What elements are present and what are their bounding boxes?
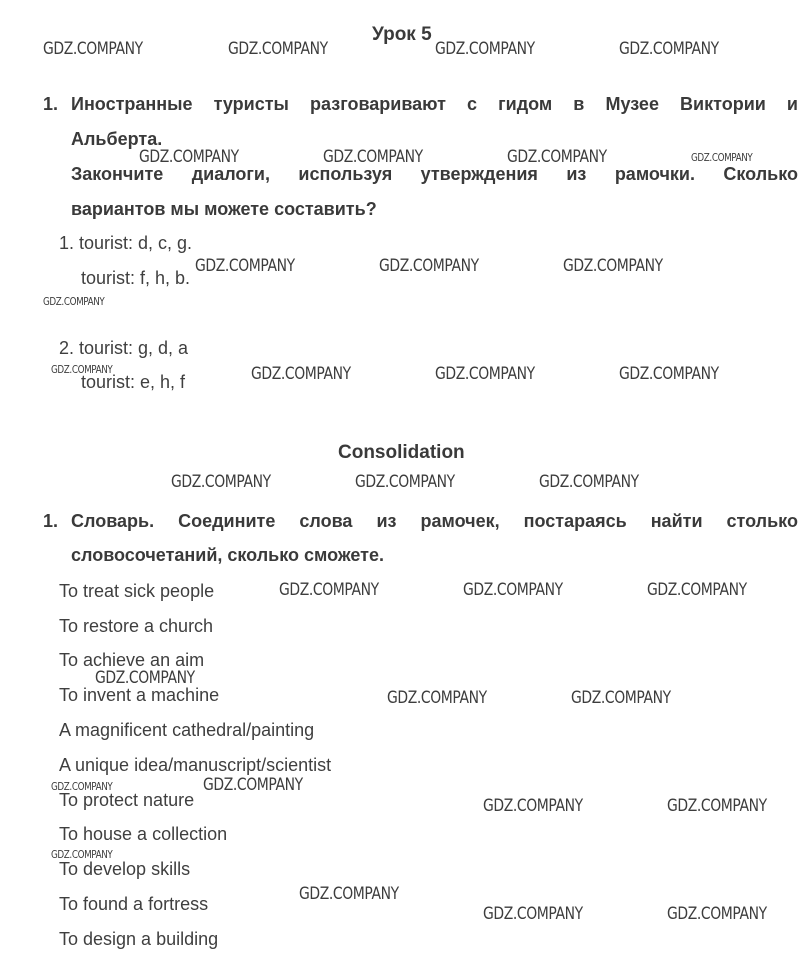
phrase-11: To design a building	[59, 929, 219, 949]
consolidation-task-number: 1.	[43, 511, 59, 531]
phrase-2: To restore a church	[59, 616, 214, 636]
watermark: GDZ.COMPANY	[323, 147, 423, 167]
dialogue-2: 2. tourist: g, d, a	[59, 338, 189, 358]
phrase-7: To protect nature	[59, 790, 195, 810]
watermark: GDZ.COMPANY	[43, 39, 143, 59]
watermark: GDZ.COMPANY	[279, 580, 379, 600]
watermark: GDZ.COMPANY	[299, 884, 399, 904]
watermark: GDZ.COMPANY	[507, 147, 607, 167]
consolidation-line-1: Словарь. Соедините слова из рамочек, постараясь найти столько	[71, 511, 798, 531]
watermark: GDZ.COMPANY	[483, 796, 583, 816]
phrase-4: To invent a machine	[59, 685, 220, 705]
task-1-line-4: вариантов мы можете составить?	[71, 199, 377, 219]
consolidation-title: Consolidation	[338, 442, 465, 463]
task-1-line-3: Закончите диалоги, используя утверждения из рамочки. Сколько	[71, 164, 798, 184]
watermark: GDZ.COMPANY	[43, 295, 105, 308]
dialogue-2-second: tourist: e, h, f	[81, 372, 186, 392]
watermark: GDZ.COMPANY	[463, 580, 563, 600]
watermark: GDZ.COMPANY	[51, 363, 113, 376]
phrase-5: A magnificent cathedral/painting	[59, 720, 315, 740]
watermark: GDZ.COMPANY	[355, 472, 455, 492]
watermark: GDZ.COMPANY	[51, 780, 113, 793]
dialogue-1-second: tourist: f, h, b.	[81, 268, 191, 288]
task-1-line-1: Иностранные туристы разговаривают с гидом в Музее Виктории и	[71, 94, 798, 114]
watermark: GDZ.COMPANY	[539, 472, 639, 492]
watermark: GDZ.COMPANY	[667, 904, 767, 924]
watermark: GDZ.COMPANY	[139, 147, 239, 167]
watermark: GDZ.COMPANY	[563, 256, 663, 276]
watermark: GDZ.COMPANY	[379, 256, 479, 276]
phrase-9: To develop skills	[59, 859, 191, 879]
watermark: GDZ.COMPANY	[619, 364, 719, 384]
watermark: GDZ.COMPANY	[228, 39, 328, 59]
watermark: GDZ.COMPANY	[691, 151, 753, 164]
watermark: GDZ.COMPANY	[435, 39, 535, 59]
phrase-6: A unique idea/manuscript/scientist	[59, 755, 332, 775]
dialogue-1: 1. tourist: d, c, g.	[59, 233, 193, 253]
watermark: GDZ.COMPANY	[435, 364, 535, 384]
watermark: GDZ.COMPANY	[667, 796, 767, 816]
watermark: GDZ.COMPANY	[251, 364, 351, 384]
task-1-line-2: Альберта.	[71, 129, 163, 149]
consolidation-line-2: словосочетаний, сколько сможете.	[71, 545, 384, 565]
phrase-3: To achieve an aim	[59, 650, 205, 670]
watermark: GDZ.COMPANY	[195, 256, 295, 276]
phrase-8: To house a collection	[59, 824, 228, 844]
phrase-1: To treat sick people	[59, 581, 215, 601]
watermark: GDZ.COMPANY	[483, 904, 583, 924]
phrase-10: To found a fortress	[59, 894, 209, 914]
watermark: GDZ.COMPANY	[171, 472, 271, 492]
watermark: GDZ.COMPANY	[95, 668, 195, 688]
watermark: GDZ.COMPANY	[51, 848, 113, 861]
watermark: GDZ.COMPANY	[647, 580, 747, 600]
watermark: GDZ.COMPANY	[619, 39, 719, 59]
task-1-number: 1.	[43, 94, 59, 114]
watermark: GDZ.COMPANY	[571, 688, 671, 708]
watermark: GDZ.COMPANY	[203, 775, 303, 795]
lesson-title: Урок 5	[372, 24, 432, 45]
watermark: GDZ.COMPANY	[387, 688, 487, 708]
